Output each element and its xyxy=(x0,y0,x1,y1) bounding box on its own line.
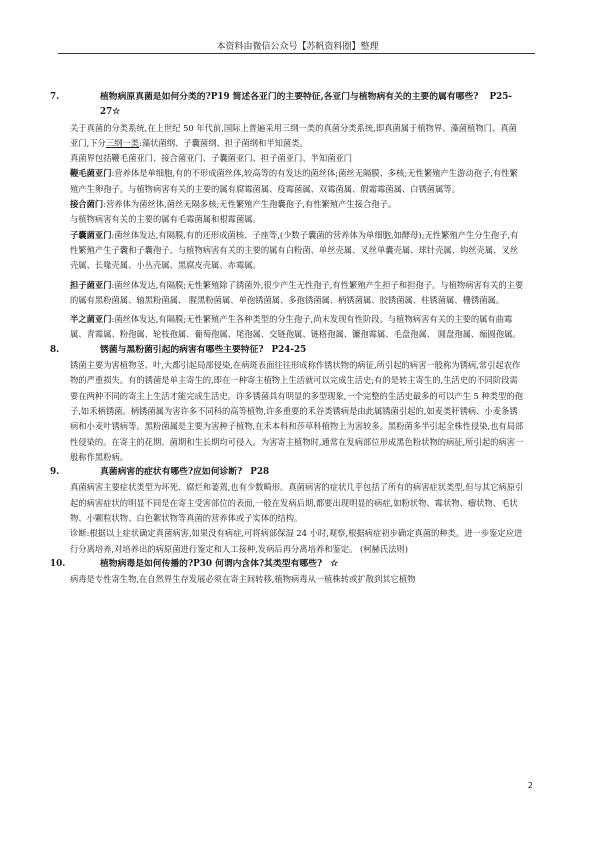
term-label: 鞭毛菌亚门 xyxy=(70,168,112,179)
question-text: 锈菌与黑粉菌引起的病害有哪些主要特征? xyxy=(100,344,264,355)
paragraph: 诊断:根据以上症状确定真菌病害,如果没有病症,可将病部保湿 24 小时,观察,根据病症初步确定真菌的种类。进一步鉴定应进行分离培养,对培养出的病原菌进行鉴定和人工接种,发病后再分离培养和鉴定。 (柯赫氏法则) xyxy=(70,528,523,554)
question-text: 植物病原真菌是如何分类的?P19 简述各亚门的主要特征,各亚门与植物病有关的主要的属有哪些? xyxy=(100,92,479,102)
page-reference: P24-25 xyxy=(271,344,307,355)
question-number: 8. xyxy=(50,344,60,355)
paragraph: 担子菌亚门:菌丝体发达,有隔膜;无性繁殖除了锈菌外,很少产生无性孢子,有性繁殖产生担子和担孢子。与植物病害有关的主要的属有黑粉菌属、轴黑粉菌属、 腥黑粉菌属、单孢锈菌属、多孢锈菌属、柄锈菌属、胶锈菌属、柱锈菌属、栅锈菌属。 xyxy=(70,279,524,305)
question-number: 7. xyxy=(50,92,60,102)
page-reference: ☆ xyxy=(330,558,339,569)
page-reference: P25-27☆ xyxy=(100,92,512,118)
question-text: 植物病毒是如何传播的?P30 何谓内含体?其类型有哪些? xyxy=(100,558,323,569)
question-9-title xyxy=(50,465,525,480)
paragraph: 子囊菌亚门:菌丝体发达,有隔膜,有的还形成菌核、子座等,(少数子囊菌的营养体为单细胞,如酵母);无性繁殖产生分生孢子,有性繁殖产生子囊和子囊孢子。与植物病害有关的主要的属有白粉菌、单丝壳属、叉丝单囊壳属、球针壳属、钩丝壳属、叉丝壳属、长喙壳属、小丛壳属、黑腐皮壳属、赤霉属。 xyxy=(70,229,519,271)
question-8-title xyxy=(50,343,525,358)
page-header: 本资料由微信公众号【苏帆资料圈】整理 xyxy=(216,42,379,52)
paragraph: 真菌病害主要症状类型为坏死、腐烂和萎蔫,也有少数畸形。真菌病害的症状几乎包括了所有的病害症状类型,但与其它病原引起的病害症状的明显不同是在寄主受害部位的表面,一般在发病后期,都要出现明显的病症,如粉状物、霉状物、瘤状物、毛状物、小颗粒状物、白色絮状物等真菌的营养体或子实体的结构。 xyxy=(70,482,524,524)
paragraph: 接合菌门:营养体为菌丝体,菌丝无隔多核;无性繁殖产生孢囊孢子,有性繁殖产生接合孢子。 xyxy=(70,199,397,210)
question-number: 10. xyxy=(50,558,66,569)
paragraph: 关于真菌的分类系统,在上世纪 50 年代前,国际上普遍采用三纲一类的真菌分类系统,即真菌属于植物界、藻菌植物门、真菌亚门,下分三纲一类:藻状菌纲、子囊菌纲、担子菌纲和半知菌类。 xyxy=(70,122,517,148)
paragraph: 真菌界包括鞭毛菌亚门、接合菌亚门、子囊菌亚门、担子菌亚门、半知菌亚门 xyxy=(70,153,353,164)
term-label: 担子菌亚门 xyxy=(70,279,112,290)
question-text: 真菌病害的症状有哪些?应如何诊断? xyxy=(100,467,243,478)
term-label: 半之菌亚门 xyxy=(70,314,112,325)
question-number: 9. xyxy=(50,467,60,478)
paragraph: 与植物病害有关的主要的属有毛霉菌属和根霉菌属。 xyxy=(70,214,261,225)
underlined-term: 三纲一类 xyxy=(105,137,140,148)
document-body xyxy=(50,90,525,588)
paragraph: 病毒是专性寄生物,在自然界生存发展必须在寄主间转移,植物病毒从一植株转或扩散到其它植物 xyxy=(70,574,416,585)
page-reference: P28 xyxy=(250,467,270,478)
header-divider xyxy=(58,53,535,54)
question-7-title xyxy=(50,90,525,121)
question-10-title xyxy=(50,557,525,572)
paragraph: 半之菌亚门:菌丝体发达,有隔膜;无性繁殖产生各种类型的分生孢子,尚未发现有性阶段。与植物病害有关的主要的属有曲霉属、青霉属、粉孢属、轮枝孢属、葡萄孢属、尾孢属、交链孢属、链格孢属、镰孢霉属、毛盘孢属、 圆盘孢属、痂圆孢属。 xyxy=(70,314,521,340)
page-number: 2 xyxy=(527,781,533,790)
paragraph: 锈菌主要为害植物茎、叶,大都引起局部侵染,在病斑表面往往形成称作锈状物的病征,所引起的病害一般称为锈病,常引起农作物的严重损失。有的锈菌是单主寄生的,即在一种寄主植物上生活就可以完成生活史;有的是转主寄生的,生活史的不同阶段需要在两种不同的寄主上生活才能完成生活史。许多锈菌具有明显的多型现象,一个完整的生活史最多的可以产生 5 种类型的孢子,如禾柄锈菌。柄锈菌属为害许多不同科的高等植物,许多重要的禾谷类锈病是由此属锈菌引起的,如麦类秆锈病、小麦条锈病和小麦叶锈病等。黑粉菌属是主要为害种子植物,在禾本科和莎草科植物上为害较多。黑粉菌多半引起全株性侵染,也有局部性侵染的。在寄主的花期、菌期和生长期均可侵入。为害寄主植物时,通常在发病部位形成黑色粉状物的病征,所引起的病害一般称作黑粉病。 xyxy=(70,360,524,462)
term-label: 子囊菌亚门 xyxy=(70,229,112,240)
term-label: 接合菌门 xyxy=(70,199,104,210)
paragraph: 鞭毛菌亚门:营养体是单细胞,有的不形成菌丝体,较高等的有发达的菌丝体;菌丝无隔膜、多核;无性繁殖产生游动孢子,有性繁殖产生卵孢子。与植物病害有关的主要的属有腐霉菌属、疫霉菌属、双霉菌属、假霜霉菌属、白锈菌属等。 xyxy=(70,168,518,194)
